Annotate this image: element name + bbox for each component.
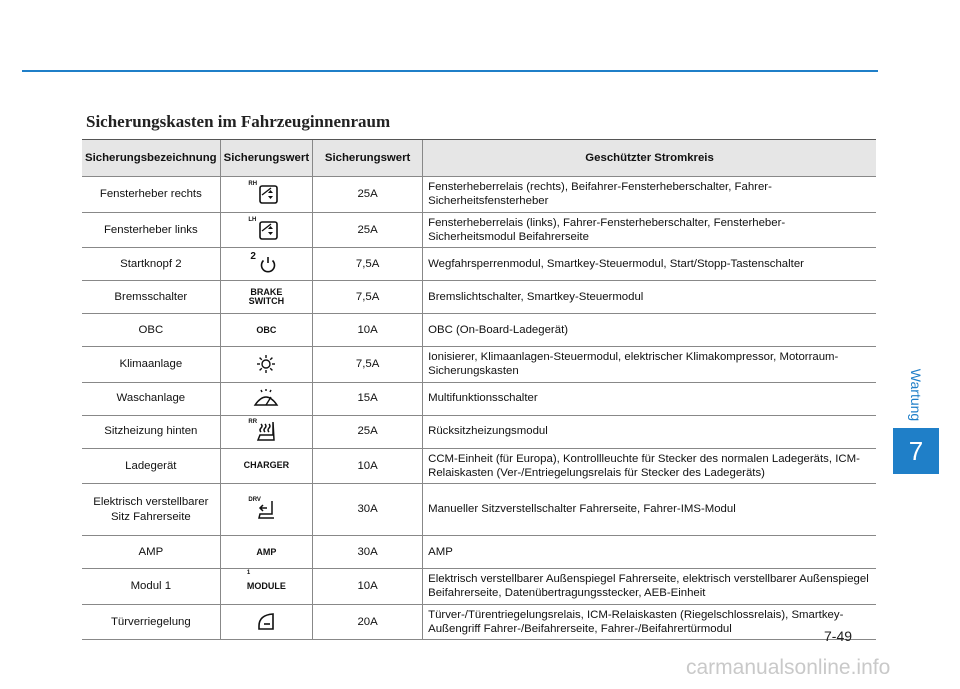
protected-circuit: Ionisierer, Klimaanlagen-Steuermodul, elektrischer Klimakompressor, Motorraum-Sicherungskasten bbox=[423, 347, 876, 383]
fuse-symbol bbox=[220, 382, 312, 415]
fuse-symbol bbox=[220, 281, 312, 314]
protected-circuit: Multifunktionsschalter bbox=[423, 382, 876, 415]
fuse-value: 7,5A bbox=[313, 281, 423, 314]
fuse-value: 30A bbox=[313, 536, 423, 569]
fuse-value: 20A bbox=[313, 604, 423, 640]
protected-circuit: Elektrisch verstellbarer Außenspiegel Fahrerseite, elektrisch verstellbarer Außenspiegel Beifahrerseite, Datenübertragungsstecker, AEB-Einheit bbox=[423, 569, 876, 605]
fuse-value: 25A bbox=[313, 212, 423, 248]
symbol-superscript: LH bbox=[248, 216, 257, 223]
fuse-name: Startknopf 2 bbox=[82, 248, 220, 281]
fuse-value: 10A bbox=[313, 569, 423, 605]
fuse-symbol bbox=[220, 484, 312, 536]
header-fuse-symbol: Sicherungswert bbox=[220, 140, 312, 177]
fuse-table-body bbox=[82, 177, 876, 640]
fuse-name: Waschanlage bbox=[82, 382, 220, 415]
fuse-name: AMP bbox=[82, 536, 220, 569]
symbol-text bbox=[244, 453, 290, 479]
fuse-symbol bbox=[220, 415, 312, 448]
door-lock-icon bbox=[248, 609, 284, 635]
symbol-text bbox=[246, 284, 286, 310]
chapter-number-box: 7 bbox=[893, 428, 939, 474]
protected-circuit: AMP bbox=[423, 536, 876, 569]
protected-circuit: Wegfahrsperrenmodul, Smartkey-Steuermodul, Start/Stopp-Tastenschalter bbox=[423, 248, 876, 281]
fuse-name: Ladegerät bbox=[82, 448, 220, 484]
fuse-symbol bbox=[220, 177, 312, 213]
fuse-value: 10A bbox=[313, 314, 423, 347]
power-seat-icon bbox=[248, 497, 284, 523]
fuse-value: 30A bbox=[313, 484, 423, 536]
fuse-symbol bbox=[220, 569, 312, 605]
fuse-name: Fensterheber rechts bbox=[82, 177, 220, 213]
fuse-value: 25A bbox=[313, 177, 423, 213]
header-protected-circuit: Geschützter Stromkreis bbox=[423, 140, 876, 177]
top-rule bbox=[22, 70, 878, 72]
protected-circuit: Fensterheberrelais (links), Fahrer-Fensterheberschalter, Fensterheber-Sicherheitsmodul Beifahrerseite bbox=[423, 212, 876, 248]
symbol-text bbox=[248, 539, 284, 565]
protected-circuit: Rücksitzheizungsmodul bbox=[423, 415, 876, 448]
table-row bbox=[82, 604, 876, 640]
chapter-name: Wartung bbox=[908, 368, 925, 422]
header-fuse-value: Sicherungswert bbox=[313, 140, 423, 177]
fuse-symbol bbox=[220, 604, 312, 640]
fuse-value: 15A bbox=[313, 382, 423, 415]
symbol-text bbox=[248, 317, 284, 343]
table-row bbox=[82, 382, 876, 415]
fuse-name: Bremsschalter bbox=[82, 281, 220, 314]
table-row bbox=[82, 536, 876, 569]
symbol-label: BRAKE SWITCH bbox=[248, 287, 285, 306]
symbol-label: CHARGER bbox=[243, 460, 290, 471]
fuse-symbol bbox=[220, 212, 312, 248]
fuse-symbol bbox=[220, 448, 312, 484]
fuse-value: 25A bbox=[313, 415, 423, 448]
chapter-side-label bbox=[893, 365, 939, 425]
table-row bbox=[82, 248, 876, 281]
fuse-table bbox=[82, 139, 876, 640]
table-row bbox=[82, 347, 876, 383]
symbol-label: MODULE bbox=[246, 580, 286, 591]
fuse-name: Modul 1 bbox=[82, 569, 220, 605]
washer-icon bbox=[248, 386, 284, 412]
table-header-row bbox=[82, 140, 876, 177]
table-row bbox=[82, 177, 876, 213]
protected-circuit: Manueller Sitzverstellschalter Fahrerseite, Fahrer-IMS-Modul bbox=[423, 484, 876, 536]
protected-circuit: CCM-Einheit (für Europa), Kontrollleuchte für Stecker des normalen Ladegeräts, ICM-Relaiskasten (Ver-/Entriegelungsrelais für Stecker des Ladegeräts) bbox=[423, 448, 876, 484]
header-fuse-name: Sicherungsbezeichnung bbox=[82, 140, 220, 177]
protected-circuit: Fensterheberrelais (rechts), Beifahrer-Fensterheberschalter, Fahrer-Sicherheitsfensterheber bbox=[423, 177, 876, 213]
fuse-name: Sitzheizung hinten bbox=[82, 415, 220, 448]
protected-circuit: Türver-/Türentriegelungsrelais, ICM-Relaiskasten (Riegelschlossrelais), Smartkey-Außengriff Fahrer-/Beifahrerseite, Fahrer-/Beifahrertürmodul bbox=[423, 604, 876, 640]
symbol-superscript: 1 bbox=[246, 570, 251, 577]
page-number: 7-49 bbox=[824, 628, 853, 644]
symbol-superscript: 2 bbox=[250, 251, 256, 262]
fuse-name: Elektrisch verstellbarer Sitz Fahrerseite bbox=[82, 484, 220, 536]
symbol-superscript: DRV bbox=[248, 496, 261, 503]
symbol-superscript: RR bbox=[248, 418, 258, 425]
section-title: Sicherungskasten im Fahrzeuginnenraum bbox=[86, 112, 391, 131]
fuse-symbol bbox=[220, 536, 312, 569]
symbol-label: AMP bbox=[256, 546, 277, 557]
symbol-superscript: RH bbox=[248, 181, 258, 188]
symbol-label: OBC bbox=[256, 324, 277, 335]
window-switch-icon bbox=[248, 217, 284, 243]
table-row bbox=[82, 314, 876, 347]
table-row bbox=[82, 569, 876, 605]
symbol-text bbox=[246, 570, 286, 599]
fuse-name: Fensterheber links bbox=[82, 212, 220, 248]
fuse-value: 10A bbox=[313, 448, 423, 484]
fuse-value: 7,5A bbox=[313, 248, 423, 281]
window-switch-icon bbox=[248, 181, 284, 207]
table-row bbox=[82, 415, 876, 448]
air-conditioning-icon bbox=[248, 351, 284, 377]
start-button-icon bbox=[248, 251, 284, 277]
protected-circuit: OBC (On-Board-Ladegerät) bbox=[423, 314, 876, 347]
table-row bbox=[82, 448, 876, 484]
table-row bbox=[82, 212, 876, 248]
protected-circuit: Bremslichtschalter, Smartkey-Steuermodul bbox=[423, 281, 876, 314]
fuse-name: Klimaanlage bbox=[82, 347, 220, 383]
table-row bbox=[82, 484, 876, 536]
fuse-name: OBC bbox=[82, 314, 220, 347]
fuse-symbol bbox=[220, 314, 312, 347]
watermark: carmanualsonline.info bbox=[686, 656, 891, 679]
fuse-name: Türverriegelung bbox=[82, 604, 220, 640]
fuse-symbol bbox=[220, 248, 312, 281]
fuse-value: 7,5A bbox=[313, 347, 423, 383]
table-row bbox=[82, 281, 876, 314]
fuse-symbol bbox=[220, 347, 312, 383]
seat-heater-icon bbox=[248, 419, 284, 445]
